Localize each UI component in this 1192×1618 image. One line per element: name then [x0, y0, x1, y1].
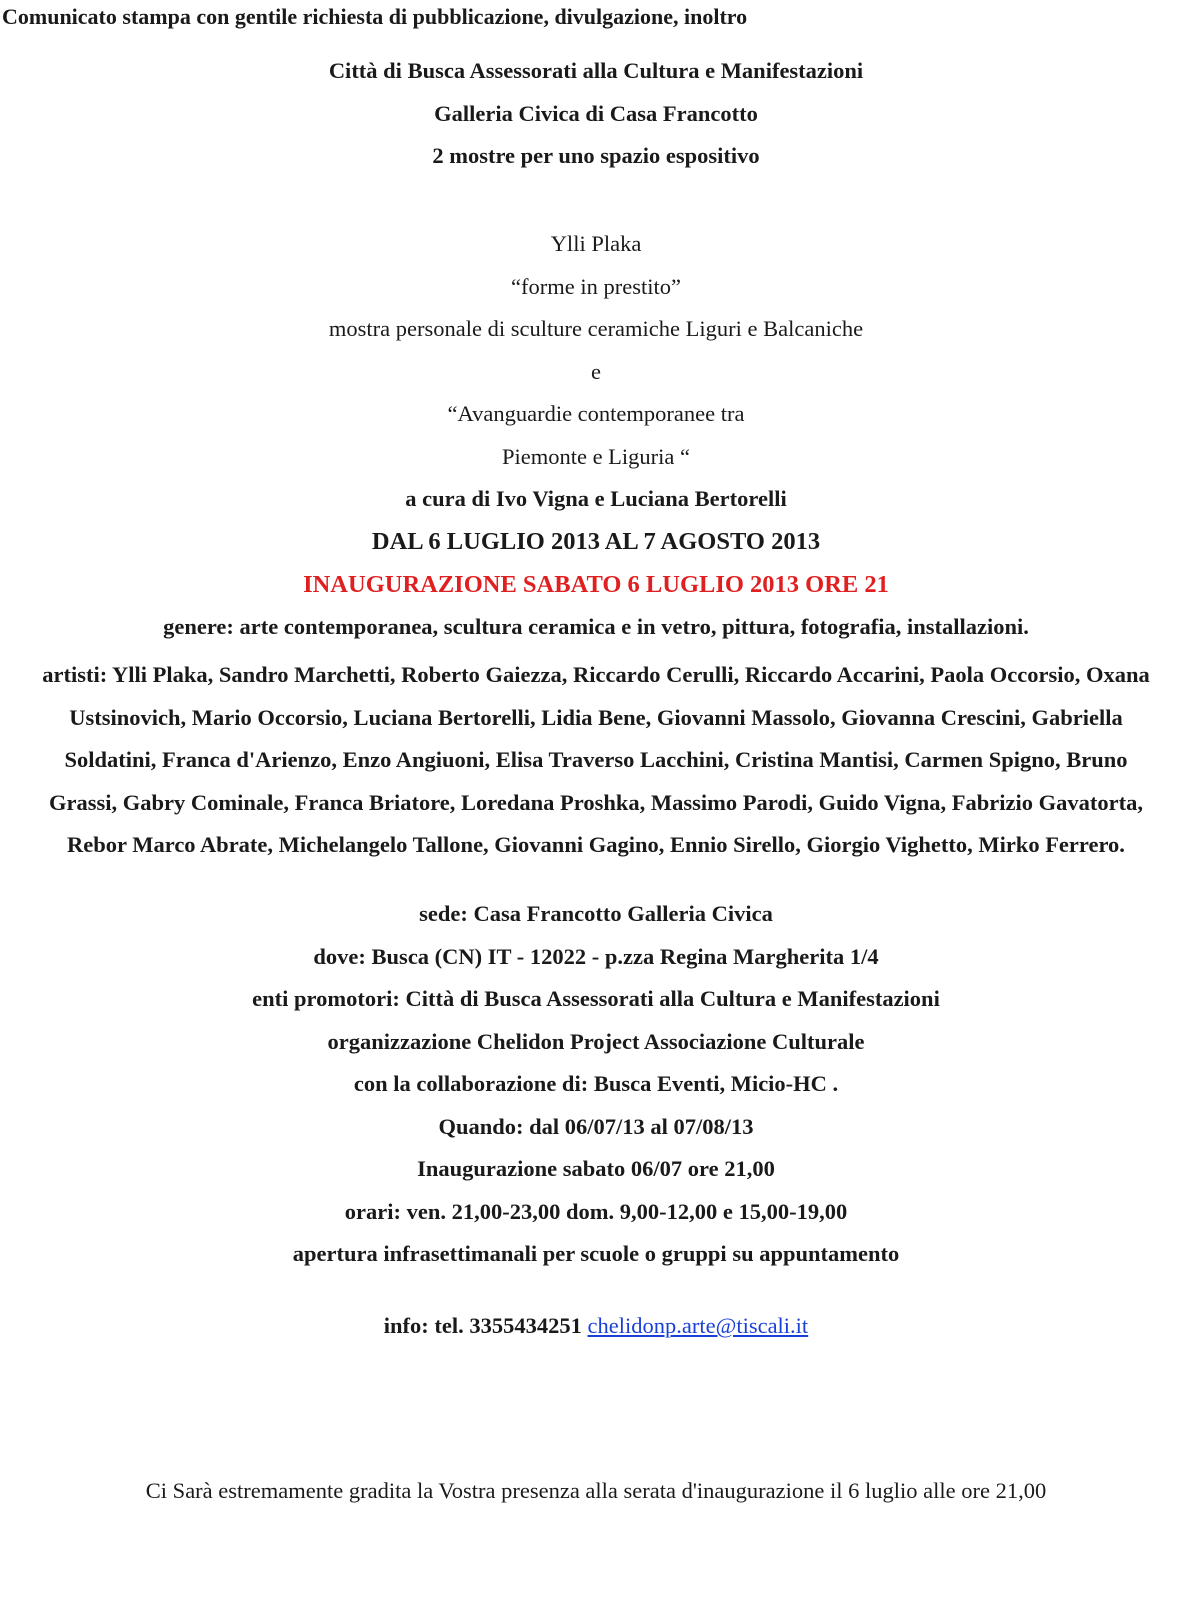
exhibition-curators: a cura di Ivo Vigna e Luciana Bertorelli [405, 486, 787, 511]
artists-line: Grassi, Gabry Cominale, Franca Briatore, Loredana Proshka, Massimo Parodi, Guido Vigna, Fabrizio Gavatorta, [49, 789, 1143, 815]
artists-line: Soldatini, Franca d'Arienzo, Enzo Angiuoni, Elisa Traverso Lacchini, Cristina Mantisi, Carmen Spigno, Bruno [64, 747, 1128, 772]
artists-list [6, 654, 1186, 867]
address-line: dove: Busca (CN) IT - 12022 - p.zza Regina Margherita 1/4 [313, 943, 879, 969]
info-phone: info: tel. 3355434251 [383, 1313, 582, 1338]
artists-line: Rebor Marco Abrate, Michelangelo Tallone, Giovanni Gagino, Ennio Sirello, Giorgio Vighetto, Mirko Ferrero. [67, 832, 1125, 857]
info-line [0, 1305, 1192, 1348]
exhibition-conjunction: e [591, 358, 601, 384]
when-line: Quando: dal 06/07/13 al 07/08/13 [438, 1113, 754, 1139]
organization-line: organizzazione Chelidon Project Associazione Culturale [327, 1028, 865, 1054]
closing-invitation: Ci Sarà estremamente gradita la Vostra presenza alla serata d'inaugurazione il 6 luglio alle ore 21,00 [145, 1478, 1047, 1503]
exhibition-description: mostra personale di sculture ceramiche Liguri e Balcaniche [328, 316, 864, 341]
exhibition-artist: Ylli Plaka [550, 231, 642, 256]
venue-line: sede: Casa Francotto Galleria Civica [419, 901, 773, 926]
intro-exhibitions-line: 2 mostre per uno spazio espositivo [432, 143, 760, 168]
info-block [0, 1305, 1192, 1348]
details-block [0, 893, 1192, 1276]
artists-line: Ustsinovich, Mario Occorsio, Luciana Bertorelli, Lidia Bene, Giovanni Massolo, Giovanna Crescini, Gabriella [69, 704, 1123, 730]
intro-city-line: Città di Busca Assessorati alla Cultura e Manifestazioni [328, 58, 864, 83]
intro-gallery-line: Galleria Civica di Casa Francotto [434, 100, 758, 126]
artists-line: artisti: Ylli Plaka, Sandro Marchetti, Roberto Gaiezza, Riccardo Cerulli, Riccardo Accarini, Paola Occorsio, Oxana [42, 662, 1150, 687]
weekday-line: apertura infrasettimanali per scuole o gruppi su appuntamento [292, 1241, 900, 1266]
dates-block [0, 521, 1192, 649]
exhibition-title-2-line-2: Piemonte e Liguria “ [501, 443, 691, 469]
exhibition-title-2-line-1: “Avanguardie contemporanee tra [447, 401, 745, 426]
press-release-header: Comunicato stampa con gentile richiesta di pubblicazione, divulgazione, inoltro [2, 4, 748, 29]
genre-line: genere: arte contemporanea, scultura ceramica e in vetro, pittura, fotografia, installazioni. [163, 614, 1029, 639]
collaboration-line: con la collaborazione di: Busca Eventi, Micio-HC . [353, 1071, 839, 1096]
exhibition-dates: DAL 6 LUGLIO 2013 AL 7 AGOSTO 2013 [371, 528, 821, 555]
email-link[interactable]: chelidonp.arte@tiscali.it [587, 1313, 809, 1338]
hours-line: orari: ven. 21,00-23,00 dom. 9,00-12,00 e 15,00-19,00 [344, 1198, 848, 1224]
intro-block [0, 50, 1192, 178]
inauguration-notice: INAUGURAZIONE SABATO 6 LUGLIO 2013 ORE 21 [303, 570, 889, 598]
opening-line: Inaugurazione sabato 06/07 ore 21,00 [417, 1156, 775, 1181]
exhibition-title-1: “forme in prestito” [511, 273, 681, 299]
exhibition-block [0, 223, 1192, 521]
promoters-line: enti promotori: Città di Busca Assessorati alla Cultura e Manifestazioni [252, 986, 940, 1011]
